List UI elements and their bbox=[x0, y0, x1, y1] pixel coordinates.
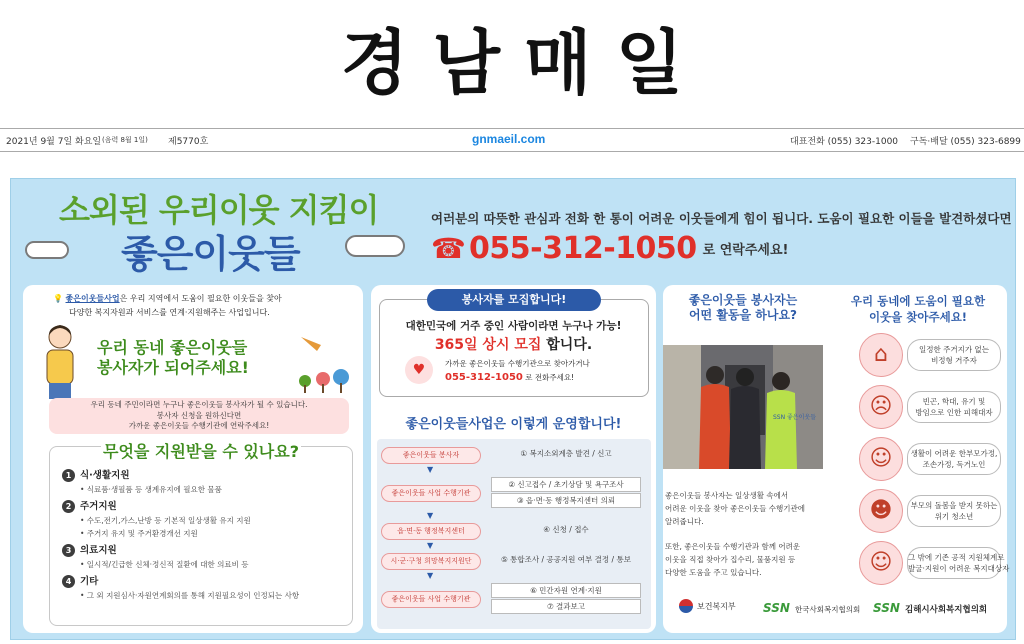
target-description-line: 방임으로 인한 피해대자 bbox=[915, 408, 993, 417]
flow-down-arrow-icon: ▼ bbox=[427, 541, 434, 550]
lightbulb-icon: 💡 bbox=[53, 294, 63, 303]
intro-strong: 좋은이웃들사업 bbox=[65, 294, 120, 303]
cloud-icon bbox=[25, 241, 69, 259]
support-item bbox=[62, 500, 348, 540]
recruit-line2 bbox=[371, 334, 656, 354]
target-description-line: 일정한 주거지가 없는 bbox=[919, 345, 989, 354]
flow-step-box: ④ 신청 / 접수 bbox=[543, 525, 589, 534]
callout-line2: 봉사자가 되어주세요! bbox=[97, 358, 249, 377]
flow-step-box: ⑤ 통합조사 / 공공지원 여부 결정 / 통보 bbox=[501, 555, 631, 564]
ssn-name: 김해시사회복지협의회 bbox=[905, 605, 988, 615]
newspaper-title: 경남매일 bbox=[340, 22, 708, 104]
flow-down-arrow-icon: ▼ bbox=[427, 511, 434, 520]
dateline-bar bbox=[0, 128, 1024, 152]
ad-phone-line bbox=[431, 231, 788, 266]
support-item-detail: • 일시적/긴급한 신체·정신적 질환에 대한 의료비 등 bbox=[80, 560, 249, 569]
issue-date: 2021년 9월 7일 화요일 bbox=[6, 137, 102, 147]
para2-line: 이웃을 직접 찾아가 집수리, 물품지원 등 bbox=[665, 555, 796, 564]
flow-step-box: ② 신고접수 / 초기상담 및 욕구조사 bbox=[491, 477, 641, 492]
target-illustration-icon: ☺ bbox=[859, 541, 903, 585]
right-panel bbox=[663, 285, 1010, 633]
target-description-line: 비정형 거주자 bbox=[931, 356, 977, 365]
para2-line: 또한, 좋은이웃들 수행기관과 함께 어려운 bbox=[665, 542, 801, 551]
activity-title-line2: 어떤 활동을 하나요? bbox=[688, 308, 798, 322]
callout-line1: 우리 동네 좋은이웃들 bbox=[97, 338, 248, 357]
taegeuk-icon bbox=[679, 599, 693, 613]
support-item-title bbox=[62, 575, 348, 589]
ssn-name: 한국사회복지협의회 bbox=[795, 605, 861, 614]
ad-brand-title: 좋은이웃들 bbox=[121, 232, 300, 276]
intro-line2: 다양한 복지자원과 서비스를 연계·지원해주는 사업입니다. bbox=[69, 308, 270, 317]
para2-line: 다양한 도움을 주고 있습니다. bbox=[665, 568, 762, 577]
support-title: 무엇을 지원받을 수 있나요? bbox=[101, 439, 301, 462]
support-item-number: 2 bbox=[62, 500, 75, 513]
activity-title bbox=[663, 293, 823, 323]
mohw-logo bbox=[679, 599, 736, 613]
target-description bbox=[907, 443, 1001, 475]
target-description bbox=[907, 547, 1010, 579]
flow-down-arrow-icon: ▼ bbox=[427, 465, 434, 474]
support-item bbox=[62, 575, 348, 602]
volunteer-info-box bbox=[49, 398, 349, 434]
left-panel bbox=[23, 285, 363, 633]
target-illustration-icon: ☻ bbox=[859, 489, 903, 533]
lunar-date: (음력 8월 1일) bbox=[102, 136, 148, 144]
target-description-line: 빈곤, 학대, 유기 및 bbox=[922, 397, 986, 406]
target-description-line: 발굴·지원이 어려운 복지대상자 bbox=[908, 564, 1010, 573]
activity-title-line1: 좋은이웃들 봉사자는 bbox=[688, 293, 798, 307]
target-description bbox=[907, 391, 1001, 423]
intro-text bbox=[53, 293, 282, 304]
find-title bbox=[833, 293, 1003, 325]
flow-title: 좋은이웃들사업은 이렇게 운영합니다! bbox=[405, 417, 622, 432]
subscription-phone: 구독·배달 (055) 323-6899 bbox=[910, 137, 1021, 147]
support-item-label: 주거지원 bbox=[80, 501, 117, 512]
support-list bbox=[62, 469, 348, 606]
find-title-line1: 우리 동네에 도움이 필요한 bbox=[850, 294, 986, 308]
support-item-detail: • 그 외 지원심사·자원연계회의를 통해 지원필요성이 인정되는 사항 bbox=[80, 591, 300, 600]
activity-para2 bbox=[665, 540, 825, 579]
intro-rest: 은 우리 지역에서 도움이 필요한 이웃들을 찾아 bbox=[119, 294, 282, 303]
volunteer-photo bbox=[663, 345, 823, 469]
support-item-title bbox=[62, 500, 348, 514]
main-phone: 대표전화 (055) 323-1000 bbox=[790, 137, 899, 147]
target-illustration-icon: ⌂ bbox=[859, 333, 903, 377]
support-item-detail: • 수도,전기,가스,난방 등 기본적 일상생활 유지 지원 bbox=[80, 516, 251, 525]
ssn-logo-2 bbox=[873, 597, 987, 616]
support-item-label: 의료지원 bbox=[80, 545, 117, 556]
flow-org-box: 좋은이웃들 사업 수행기관 bbox=[381, 591, 481, 608]
recruit-small2: 로 전화주세요! bbox=[522, 373, 575, 382]
flow-step-box: ③ 읍·면·동 행정복지센터 의뢰 bbox=[491, 493, 641, 508]
flow-org-box: 읍·면·동 행정복지센터 bbox=[381, 523, 481, 540]
advertisement bbox=[10, 178, 1016, 640]
flow-step-box: ⑥ 민간자원 연계·지원 bbox=[491, 583, 641, 598]
info-line3: 가까운 좋은이웃들 수행기관에 연락주세요! bbox=[128, 421, 270, 430]
ad-headline: 소외된 우리이웃 지킴이 bbox=[59, 191, 379, 229]
support-item-number: 1 bbox=[62, 469, 75, 482]
vest-label: SSN 좋은이웃들 bbox=[773, 414, 816, 421]
support-item-detail: • 주거지 유지 및 주거환경개선 지원 bbox=[80, 529, 198, 538]
ssn-mark: SSN bbox=[873, 601, 900, 615]
target-illustration-icon: ☹ bbox=[859, 385, 903, 429]
telephone-icon: ☎ bbox=[431, 231, 466, 265]
volunteer-woman-illustration bbox=[33, 323, 87, 401]
support-box bbox=[49, 442, 353, 626]
target-description bbox=[907, 495, 1001, 527]
masthead bbox=[0, 0, 1024, 112]
activity-para1 bbox=[665, 489, 825, 528]
info-line1: 우리 동네 주민이라면 누구나 좋은이웃들 봉사자가 될 수 있습니다. bbox=[90, 400, 308, 409]
info-line2: 봉사자 신청을 원하신다면 bbox=[156, 410, 242, 420]
flow-org-box: 시·군·구청 희망복지지원단 bbox=[381, 553, 481, 570]
recruit-line1: 대한민국에 거주 중인 사람이라면 누구나 가능! bbox=[405, 320, 622, 332]
ssn-mark: SSN bbox=[763, 601, 790, 615]
recruit-pill: 봉사자를 모집합니다! bbox=[427, 289, 601, 311]
support-item-label: 기타 bbox=[80, 576, 99, 587]
support-item bbox=[62, 544, 348, 571]
support-item-number: 4 bbox=[62, 575, 75, 588]
support-item-title bbox=[62, 469, 348, 483]
target-description-line: 그 밖에 기존 공적 지원체계로 bbox=[908, 553, 1005, 562]
flow-step-box: ⑦ 결과보고 bbox=[491, 599, 641, 614]
recruit-small1: 가까운 좋은이웃들 수행기관으로 찾아가거나 bbox=[445, 359, 590, 368]
cloud-icon bbox=[345, 235, 405, 257]
target-description-line: 부모의 돌봄을 받지 못하는 bbox=[910, 501, 998, 510]
ad-phone-tail: 로 연락주세요! bbox=[702, 243, 789, 258]
support-item-detail: • 식료품·생필품 등 생계유지에 필요한 물품 bbox=[80, 485, 222, 494]
recruit-phone: 055-312-1050 bbox=[445, 372, 523, 383]
plants-illustration bbox=[293, 331, 357, 393]
support-item-label: 식·생활지원 bbox=[80, 470, 130, 481]
recruit-always: 365일 상시 모집 bbox=[434, 337, 542, 353]
target-illustration-icon: ☺ bbox=[859, 437, 903, 481]
heart-hand-icon: ♥ bbox=[405, 356, 433, 384]
middle-panel bbox=[371, 285, 656, 633]
target-description-line: 조손가정, 독거노인 bbox=[922, 460, 986, 469]
recruit-line2-rest: 합니다. bbox=[541, 337, 593, 353]
find-title-line2: 이웃을 찾아주세요! bbox=[868, 310, 968, 324]
mohw-name: 보건복지부 bbox=[697, 601, 736, 611]
para1-line: 어려운 이웃을 찾아 좋은이웃들 수행기관에 bbox=[665, 504, 805, 513]
recruit-small2-line bbox=[445, 372, 574, 383]
flow-org-box: 좋은이웃들 봉사자 bbox=[381, 447, 481, 464]
site-link[interactable]: gnmaeil.com bbox=[472, 132, 546, 146]
flow-org-box: 좋은이웃들 사업 수행기관 bbox=[381, 485, 481, 502]
flow-step-box: ① 복지소외계층 발견 / 신고 bbox=[520, 449, 612, 458]
flow-down-arrow-icon: ▼ bbox=[427, 571, 434, 580]
flow-chart bbox=[377, 439, 651, 629]
ssn-logo-1 bbox=[763, 597, 860, 616]
support-item bbox=[62, 469, 348, 496]
para1-line: 좋은이웃들 봉사자는 일상생활 속에서 bbox=[665, 491, 789, 500]
para1-line: 알려줍니다. bbox=[665, 517, 704, 526]
ad-message: 여러분의 따뜻한 관심과 전화 한 통이 어려운 이웃들에게 힘이 됩니다. 도움이 필요한 이들을 발견하셨다면 bbox=[431, 211, 1012, 226]
support-item-number: 3 bbox=[62, 544, 75, 557]
target-description-line: 생활이 어려운 한부모가정, bbox=[910, 449, 998, 458]
target-description bbox=[907, 339, 1001, 371]
issue-number: 제5770호 bbox=[168, 137, 209, 147]
target-description-line: 위기 청소년 bbox=[934, 512, 974, 521]
ad-phone-number: 055-312-1050 bbox=[469, 231, 697, 266]
support-item-title bbox=[62, 544, 348, 558]
